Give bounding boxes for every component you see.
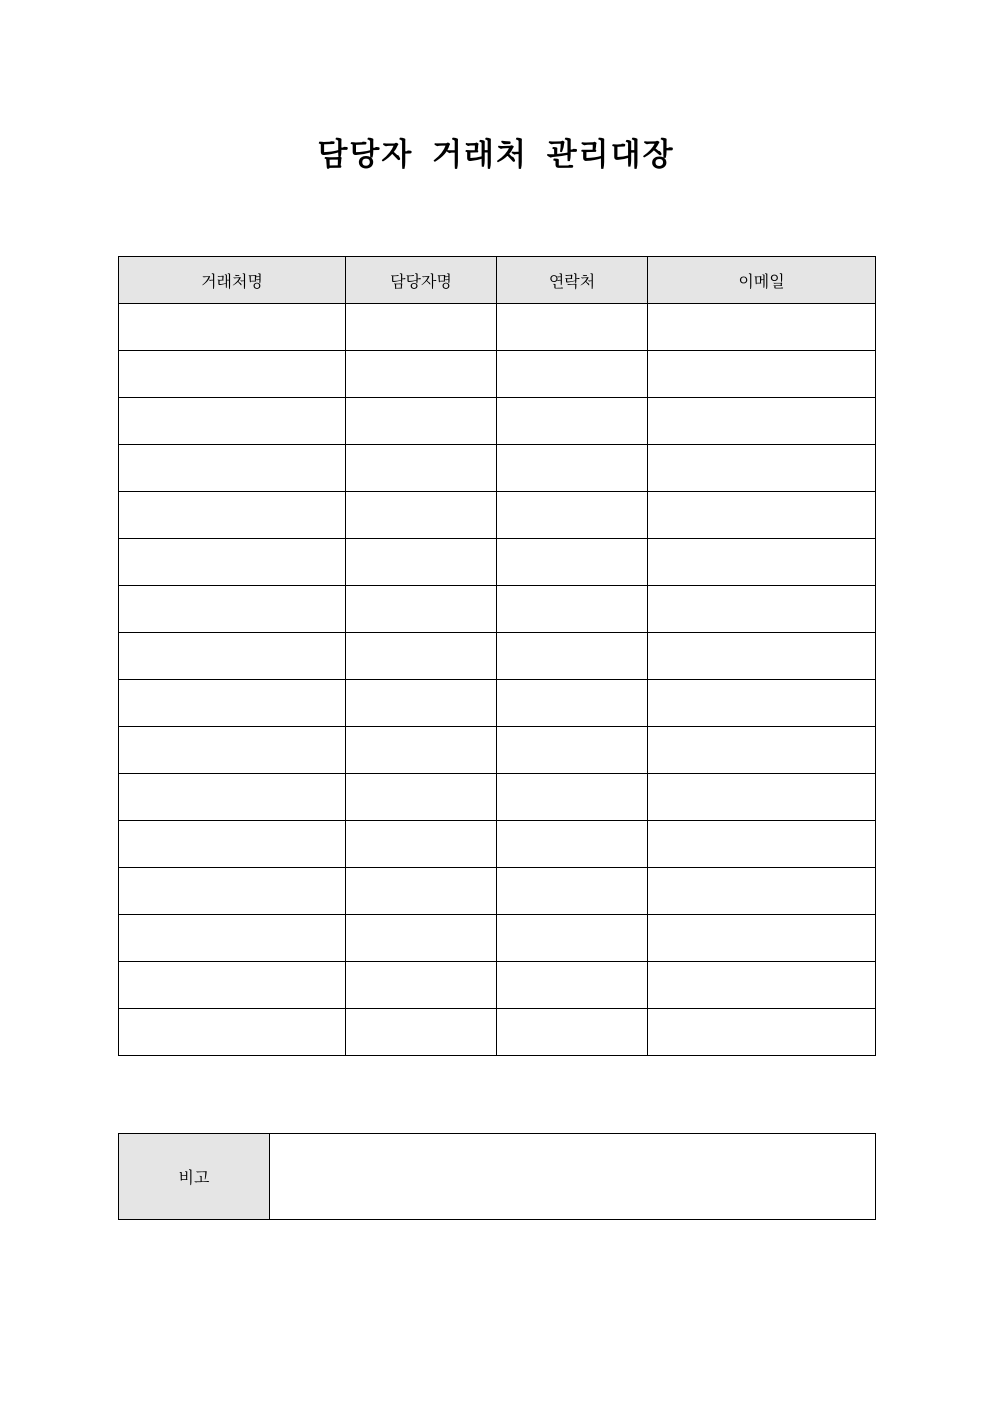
client-name-cell[interactable] — [119, 727, 346, 774]
header-client-name: 거래처명 — [119, 257, 346, 304]
manager-name-cell[interactable] — [346, 821, 497, 868]
client-name-cell[interactable] — [119, 1009, 346, 1056]
table-row — [119, 304, 876, 351]
email-cell[interactable] — [648, 492, 876, 539]
email-cell[interactable] — [648, 304, 876, 351]
table-row — [119, 821, 876, 868]
table-row — [119, 868, 876, 915]
contact-cell[interactable] — [497, 962, 648, 1009]
table-row — [119, 727, 876, 774]
email-cell[interactable] — [648, 586, 876, 633]
contact-cell[interactable] — [497, 1009, 648, 1056]
remarks-row — [119, 1134, 876, 1220]
contact-cell[interactable] — [497, 398, 648, 445]
table-row — [119, 398, 876, 445]
contact-cell[interactable] — [497, 586, 648, 633]
contact-cell[interactable] — [497, 445, 648, 492]
table-row — [119, 492, 876, 539]
manager-name-cell[interactable] — [346, 774, 497, 821]
email-cell[interactable] — [648, 539, 876, 586]
table-row — [119, 915, 876, 962]
table-row — [119, 539, 876, 586]
remarks-table — [118, 1133, 876, 1220]
contact-cell[interactable] — [497, 915, 648, 962]
manager-name-cell[interactable] — [346, 445, 497, 492]
contact-cell[interactable] — [497, 727, 648, 774]
client-name-cell[interactable] — [119, 915, 346, 962]
manager-name-cell[interactable] — [346, 304, 497, 351]
email-cell[interactable] — [648, 633, 876, 680]
email-cell[interactable] — [648, 1009, 876, 1056]
contact-cell[interactable] — [497, 774, 648, 821]
client-name-cell[interactable] — [119, 492, 346, 539]
email-cell[interactable] — [648, 351, 876, 398]
client-name-cell[interactable] — [119, 351, 346, 398]
table-row — [119, 962, 876, 1009]
contact-cell[interactable] — [497, 351, 648, 398]
table-row — [119, 633, 876, 680]
table-row — [119, 1009, 876, 1056]
table-row — [119, 351, 876, 398]
manager-name-cell[interactable] — [346, 868, 497, 915]
email-cell[interactable] — [648, 727, 876, 774]
contact-cell[interactable] — [497, 492, 648, 539]
email-cell[interactable] — [648, 398, 876, 445]
manager-name-cell[interactable] — [346, 962, 497, 1009]
header-contact: 연락처 — [497, 257, 648, 304]
contact-cell[interactable] — [497, 539, 648, 586]
email-cell[interactable] — [648, 774, 876, 821]
client-ledger-table — [118, 256, 876, 1056]
email-cell[interactable] — [648, 962, 876, 1009]
email-cell[interactable] — [648, 680, 876, 727]
client-name-cell[interactable] — [119, 539, 346, 586]
remarks-label: 비고 — [119, 1134, 270, 1220]
client-name-cell[interactable] — [119, 868, 346, 915]
manager-name-cell[interactable] — [346, 915, 497, 962]
manager-name-cell[interactable] — [346, 539, 497, 586]
client-name-cell[interactable] — [119, 586, 346, 633]
client-name-cell[interactable] — [119, 821, 346, 868]
table-header-row — [119, 257, 876, 304]
table-body — [119, 304, 876, 1056]
email-cell[interactable] — [648, 445, 876, 492]
client-name-cell[interactable] — [119, 774, 346, 821]
remarks-field[interactable] — [270, 1134, 876, 1220]
table-row — [119, 680, 876, 727]
contact-cell[interactable] — [497, 304, 648, 351]
manager-name-cell[interactable] — [346, 398, 497, 445]
manager-name-cell[interactable] — [346, 492, 497, 539]
manager-name-cell[interactable] — [346, 586, 497, 633]
client-name-cell[interactable] — [119, 962, 346, 1009]
header-manager-name: 담당자명 — [346, 257, 497, 304]
contact-cell[interactable] — [497, 633, 648, 680]
email-cell[interactable] — [648, 868, 876, 915]
table-row — [119, 774, 876, 821]
table-row — [119, 586, 876, 633]
contact-cell[interactable] — [497, 868, 648, 915]
client-name-cell[interactable] — [119, 633, 346, 680]
client-name-cell[interactable] — [119, 680, 346, 727]
manager-name-cell[interactable] — [346, 351, 497, 398]
client-name-cell[interactable] — [119, 304, 346, 351]
table-row — [119, 445, 876, 492]
client-name-cell[interactable] — [119, 445, 346, 492]
contact-cell[interactable] — [497, 821, 648, 868]
contact-cell[interactable] — [497, 680, 648, 727]
page-title: 담당자 거래처 관리대장 — [317, 137, 675, 173]
manager-name-cell[interactable] — [346, 1009, 497, 1056]
header-email: 이메일 — [648, 257, 876, 304]
manager-name-cell[interactable] — [346, 633, 497, 680]
manager-name-cell[interactable] — [346, 680, 497, 727]
email-cell[interactable] — [648, 915, 876, 962]
email-cell[interactable] — [648, 821, 876, 868]
manager-name-cell[interactable] — [346, 727, 497, 774]
client-name-cell[interactable] — [119, 398, 346, 445]
